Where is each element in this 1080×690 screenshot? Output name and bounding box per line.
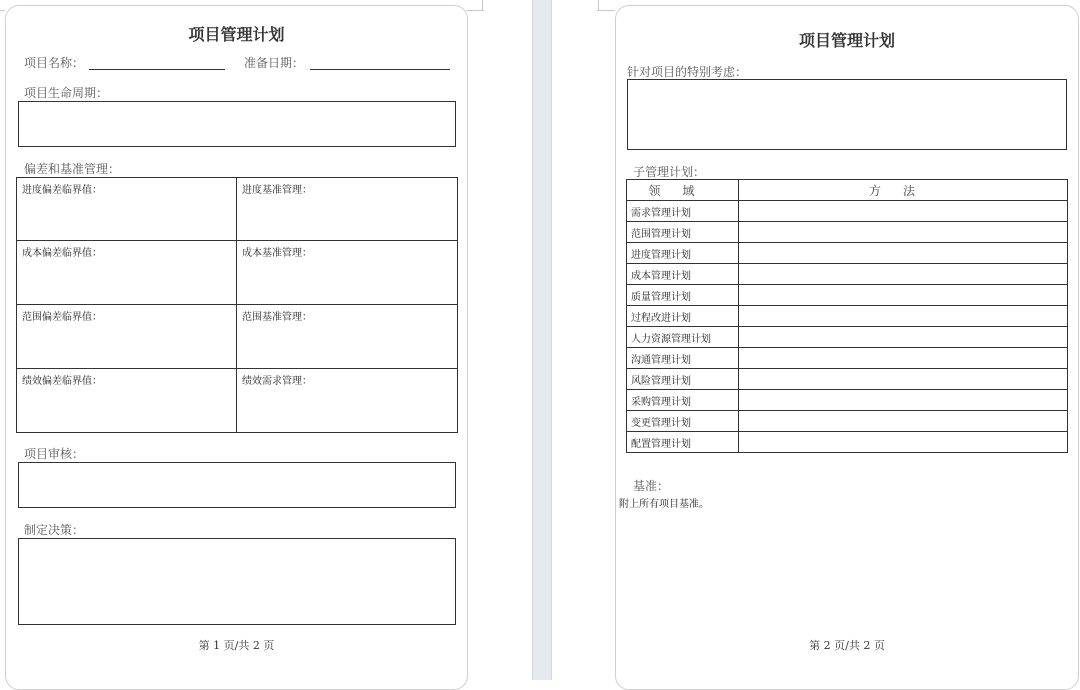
- table-header-row: [627, 180, 1068, 201]
- table-row: [627, 222, 1068, 243]
- subplan-domain-cell: 人力资源管理计划: [627, 327, 739, 348]
- table-row: [627, 306, 1068, 327]
- table-row: [627, 243, 1068, 264]
- cost-variance-cell[interactable]: 成本偏差临界值：: [17, 241, 237, 305]
- subplan-domain-cell: 风险管理计划: [627, 369, 739, 390]
- column-header-method: 方法: [739, 180, 1068, 201]
- project-name-field[interactable]: [89, 69, 225, 70]
- subplan-domain-cell: 过程改进计划: [627, 306, 739, 327]
- scope-variance-cell[interactable]: 范围偏差临界值：: [17, 305, 237, 369]
- lifecycle-box[interactable]: [18, 101, 456, 147]
- subplan-domain-cell: 采购管理计划: [627, 390, 739, 411]
- prep-date-field[interactable]: [310, 69, 450, 70]
- subplan-domain-cell: 需求管理计划: [627, 201, 739, 222]
- table-row: [627, 327, 1068, 348]
- subplan-method-cell[interactable]: [739, 306, 1068, 327]
- crop-mark: [466, 10, 484, 11]
- lifecycle-label: 项目生命周期：: [24, 86, 109, 100]
- subplan-method-cell[interactable]: [739, 264, 1068, 285]
- subplan-domain-cell: 配置管理计划: [627, 432, 739, 453]
- subplan-method-cell[interactable]: [739, 411, 1068, 432]
- schedule-baseline-cell[interactable]: 进度基准管理：: [237, 178, 458, 241]
- subplan-method-cell[interactable]: [739, 285, 1068, 306]
- page-title: 项目管理计划: [798, 31, 895, 50]
- column-header-domain: 领域: [627, 180, 739, 201]
- subplan-method-cell[interactable]: [739, 327, 1068, 348]
- subplan-domain-cell: 沟通管理计划: [627, 348, 739, 369]
- table-row: [627, 201, 1068, 222]
- baseline-text: 附上所有项目基准。: [619, 499, 709, 510]
- table-row: [17, 178, 458, 241]
- performance-variance-cell[interactable]: 绩效偏差临界值：: [17, 369, 237, 433]
- subplan-method-cell[interactable]: [739, 243, 1068, 264]
- subplan-method-cell[interactable]: [739, 201, 1068, 222]
- baseline-label: 基准：: [633, 479, 670, 493]
- subplan-method-cell[interactable]: [739, 348, 1068, 369]
- subplans-label: 子管理计划：: [633, 165, 706, 179]
- page-gutter: [532, 0, 552, 680]
- page-footer: 第 1 页/共 2 页: [198, 639, 275, 652]
- subplan-method-cell[interactable]: [739, 222, 1068, 243]
- decision-label: 制定决策：: [24, 523, 85, 537]
- document-page-1: [5, 5, 468, 690]
- variance-table: [16, 177, 458, 433]
- subplans-table: [626, 179, 1068, 453]
- subplan-domain-cell: 变更管理计划: [627, 411, 739, 432]
- crop-mark: [598, 0, 599, 10]
- page-title: 项目管理计划: [188, 25, 285, 44]
- subplan-method-cell[interactable]: [739, 369, 1068, 390]
- subplan-domain-cell: 范围管理计划: [627, 222, 739, 243]
- subplan-domain-cell: 质量管理计划: [627, 285, 739, 306]
- document-page-2: [615, 5, 1079, 690]
- performance-requirement-cell[interactable]: 绩效需求管理：: [237, 369, 458, 433]
- table-row: [627, 348, 1068, 369]
- decision-box[interactable]: [18, 538, 456, 625]
- table-row: [627, 264, 1068, 285]
- review-box[interactable]: [18, 462, 456, 508]
- table-row: [627, 432, 1068, 453]
- cost-baseline-cell[interactable]: 成本基准管理：: [237, 241, 458, 305]
- subplan-domain-cell: 进度管理计划: [627, 243, 739, 264]
- crop-mark: [597, 10, 615, 11]
- scope-baseline-cell[interactable]: 范围基准管理：: [237, 305, 458, 369]
- table-row: [627, 411, 1068, 432]
- table-row: [627, 369, 1068, 390]
- table-row: [17, 305, 458, 369]
- table-row: [17, 369, 458, 433]
- crop-mark: [0, 10, 5, 11]
- page-footer: 第 2 页/共 2 页: [809, 639, 885, 652]
- special-considerations-box[interactable]: [627, 79, 1067, 150]
- subplan-method-cell[interactable]: [739, 390, 1068, 411]
- crop-mark: [482, 0, 483, 10]
- table-row: [627, 390, 1068, 411]
- project-name-label: 项目名称：: [24, 56, 85, 70]
- special-considerations-label: 针对项目的特别考虑：: [627, 65, 748, 79]
- subplan-method-cell[interactable]: [739, 432, 1068, 453]
- table-row: [17, 241, 458, 305]
- schedule-variance-cell[interactable]: 进度偏差临界值：: [17, 178, 237, 241]
- prep-date-label: 准备日期：: [244, 56, 305, 70]
- subplan-domain-cell: 成本管理计划: [627, 264, 739, 285]
- review-label: 项目审核：: [24, 447, 85, 461]
- variance-label: 偏差和基准管理：: [24, 162, 121, 176]
- table-row: [627, 285, 1068, 306]
